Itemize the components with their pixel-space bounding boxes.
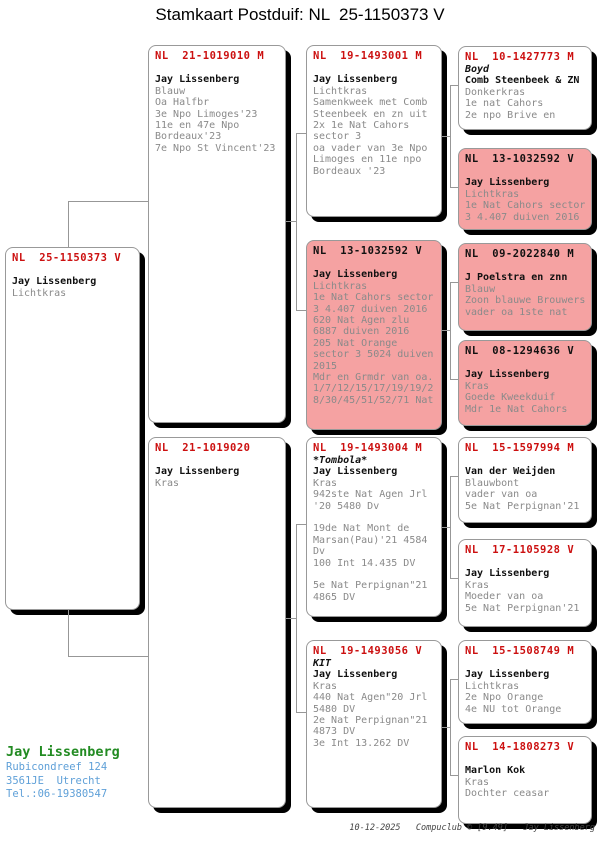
pedigree-line: 2015 bbox=[313, 360, 338, 372]
pedigree-line: Samenkweek met Comb bbox=[313, 97, 428, 109]
pedigree-line: 620 Nat Agen zlu bbox=[313, 315, 410, 327]
box-body bbox=[155, 63, 283, 154]
connector-line bbox=[68, 656, 148, 657]
pedigree-line: oa vader van 3e Npo bbox=[313, 142, 428, 154]
footer-credits: 10-12-2025 Compuclub © [9.49] Jay Lissenberg bbox=[349, 823, 595, 833]
pedigree-line: 4865 DV bbox=[313, 591, 356, 603]
pedigree-line: Kras bbox=[313, 680, 338, 692]
box-body bbox=[465, 557, 589, 614]
pedigree-box-ff bbox=[306, 45, 442, 217]
ring-number: NL 19-1493001 M bbox=[313, 50, 423, 62]
pedigree-line: 440 Nat Agen"20 Jrl bbox=[313, 692, 428, 704]
pedigree-line: Bordeaux'23 bbox=[155, 131, 222, 143]
pedigree-line bbox=[155, 63, 283, 74]
ring-number: NL 13-1032592 V bbox=[313, 245, 423, 257]
pedigree-line: 1e Nat Cahors sector bbox=[313, 292, 434, 304]
pedigree-line: 100 Int 14.435 DV bbox=[313, 557, 416, 569]
pedigree-line bbox=[465, 455, 589, 466]
pedigree-line: Oa Halfbr bbox=[155, 97, 210, 109]
pedigree-line: Blauwbont bbox=[465, 477, 520, 489]
pedigree-line: Steenbeek en zn uit bbox=[313, 108, 428, 120]
connector-line bbox=[450, 679, 458, 680]
pedigree-line: Jay Lissenberg bbox=[465, 369, 550, 381]
box-body bbox=[465, 166, 589, 223]
connector-line bbox=[296, 310, 306, 311]
pedigree-line: Zoon blauwe Brouwers bbox=[465, 295, 586, 307]
pedigree-line: 6887 duiven 2016 bbox=[313, 326, 410, 338]
pedigree-line: 1e nat Cahors bbox=[465, 98, 544, 110]
pedigree-line: 205 Nat Orange bbox=[313, 337, 398, 349]
pedigree-line: 5480 DV bbox=[313, 703, 356, 715]
pedigree-line: vader oa 1ste nat bbox=[465, 306, 568, 318]
pedigree-line: Blauw bbox=[465, 283, 496, 295]
pedigree-line: Donkerkras bbox=[465, 86, 526, 98]
connector-line bbox=[450, 679, 451, 776]
box-body bbox=[12, 265, 137, 299]
pedigree-line: *Tombola* bbox=[313, 455, 368, 466]
pedigree-line bbox=[313, 512, 439, 523]
pedigree-line: KIT bbox=[313, 658, 332, 669]
pedigree-line: Jay Lissenberg bbox=[465, 568, 550, 580]
pedigree-line: Jay Lissenberg bbox=[313, 466, 398, 478]
connector-line bbox=[450, 187, 458, 188]
pedigree-line bbox=[465, 658, 589, 669]
pedigree-line: Lichtkras bbox=[313, 85, 368, 97]
pedigree-line: Jay Lissenberg bbox=[313, 669, 398, 681]
pedigree-line bbox=[465, 166, 589, 177]
pedigree-line: Lichtkras bbox=[465, 188, 520, 200]
pedigree-box-ffm bbox=[458, 148, 592, 230]
pedigree-line bbox=[465, 261, 589, 272]
pedigree-line: Marsan(Pau)'21 4584 bbox=[313, 534, 428, 546]
connector-line bbox=[286, 221, 296, 222]
owner-address-city: 3561JE Utrecht bbox=[6, 774, 101, 787]
pedigree-line: 2e npo Brive en bbox=[465, 109, 556, 121]
connector-line bbox=[450, 476, 451, 579]
pedigree-line bbox=[465, 358, 589, 369]
pedigree-line: Jay Lissenberg bbox=[465, 177, 550, 189]
pedigree-line: Limoges en 11e npo bbox=[313, 154, 422, 166]
ring-number: NL 17-1105928 V bbox=[465, 544, 575, 556]
pedigree-line: 2e Nat Perpignan"21 bbox=[313, 715, 428, 727]
ring-number: NL 15-1597994 M bbox=[465, 442, 575, 454]
pedigree-line: 3 4.407 duiven 2016 bbox=[465, 211, 580, 223]
pedigree-line: Dv bbox=[313, 546, 326, 558]
pedigree-line: 5e Nat Perpignan"21 bbox=[313, 580, 428, 592]
box-body bbox=[465, 358, 589, 415]
connector-line bbox=[442, 527, 450, 528]
box-body bbox=[313, 258, 439, 406]
connector-line bbox=[450, 476, 458, 477]
pedigree-line: 3e Npo Limoges'23 bbox=[155, 108, 258, 120]
pedigree-line: Comb Steenbeek & ZN bbox=[465, 75, 580, 87]
box-body bbox=[313, 455, 439, 603]
pedigree-line: sector 3 bbox=[313, 131, 362, 143]
ring-number: NL 14-1808273 V bbox=[465, 741, 575, 753]
pedigree-box-mff bbox=[458, 437, 592, 523]
pedigree-line: 1/7/12/15/17/19/19/2 bbox=[313, 383, 434, 395]
pedigree-box-fff bbox=[458, 46, 592, 130]
connector-line bbox=[68, 201, 69, 247]
ring-number: NL 09-2022840 M bbox=[465, 248, 575, 260]
pedigree-box-subject bbox=[5, 247, 140, 610]
pedigree-line: Marlon Kok bbox=[465, 765, 526, 777]
pedigree-line: Jay Lissenberg bbox=[155, 466, 240, 478]
connector-line bbox=[68, 610, 69, 656]
pedigree-line bbox=[465, 754, 589, 765]
pedigree-line: Bordeaux '23 bbox=[313, 165, 386, 177]
pedigree-line: 11e en 47e Npo bbox=[155, 120, 240, 132]
pedigree-line bbox=[155, 455, 283, 466]
pedigree-line: Mdr en Grmdr van oa. bbox=[313, 372, 434, 384]
pedigree-line: 3 4.407 duiven 2016 bbox=[313, 303, 428, 315]
pedigree-line: Kras bbox=[465, 579, 490, 591]
pedigree-line bbox=[313, 63, 439, 74]
pedigree-line: 4e NU tot Orange bbox=[465, 703, 562, 715]
pedigree-box-mf bbox=[306, 437, 442, 617]
ring-number: NL 25-1150373 V bbox=[12, 252, 122, 264]
pedigree-line: Lichtkras bbox=[465, 680, 520, 692]
pedigree-box-fmf bbox=[458, 243, 592, 331]
pedigree-line: Jay Lissenberg bbox=[12, 276, 97, 288]
pedigree-box-fmm bbox=[458, 340, 592, 426]
connector-line bbox=[450, 85, 458, 86]
connector-line bbox=[450, 775, 458, 776]
box-body bbox=[313, 63, 439, 177]
pedigree-line: Van der Weijden bbox=[465, 466, 556, 478]
pedigree-line: 3e Int 13.262 DV bbox=[313, 737, 410, 749]
box-body bbox=[465, 64, 589, 121]
connector-line bbox=[286, 618, 296, 619]
ring-number: NL 21-1019020 bbox=[155, 442, 251, 454]
pedigree-line: vader van oa bbox=[465, 489, 538, 501]
pedigree-box-mmf bbox=[458, 640, 592, 724]
pedigree-line: '20 5480 Dv bbox=[313, 500, 380, 512]
connector-line bbox=[450, 282, 458, 283]
connector-line bbox=[450, 578, 458, 579]
pedigree-line: Moeder van oa bbox=[465, 591, 544, 603]
pedigree-line: Jay Lissenberg bbox=[155, 74, 240, 86]
pedigree-line: sector 3 5024 duiven bbox=[313, 349, 434, 361]
box-body bbox=[465, 754, 589, 800]
connector-line bbox=[296, 133, 297, 311]
box-body bbox=[465, 261, 589, 318]
pedigree-line: Jay Lissenberg bbox=[313, 269, 398, 281]
pedigree-box-father bbox=[148, 45, 286, 423]
pedigree-line: 5e Nat Perpignan'21 bbox=[465, 500, 580, 512]
pedigree-line: Lichtkras bbox=[12, 287, 67, 299]
pedigree-line: Mdr 1e Nat Cahors bbox=[465, 403, 568, 415]
ring-number: NL 19-1493004 M bbox=[313, 442, 423, 454]
pedigree-line: Jay Lissenberg bbox=[465, 669, 550, 681]
connector-line bbox=[296, 524, 297, 713]
pedigree-line: Kras bbox=[313, 477, 338, 489]
pedigree-line: 7e Npo St Vincent'23 bbox=[155, 142, 276, 154]
pedigree-line: J Poelstra en znn bbox=[465, 272, 568, 284]
pedigree-line: Blauw bbox=[155, 85, 186, 97]
ring-number: NL 21-1019010 M bbox=[155, 50, 265, 62]
pedigree-box-fm bbox=[306, 240, 442, 430]
pedigree-line: 1e Nat Cahors sector bbox=[465, 200, 586, 212]
pedigree-line: 2e Npo Orange bbox=[465, 692, 544, 704]
owner-block bbox=[6, 744, 120, 802]
connector-line bbox=[296, 712, 306, 713]
page-title: Stamkaart Postduif: NL 25-1150373 V bbox=[155, 5, 445, 24]
pedigree-line bbox=[313, 569, 439, 580]
ring-number: NL 13-1032592 V bbox=[465, 153, 575, 165]
pedigree-line: 4873 DV bbox=[313, 726, 356, 738]
ring-number: NL 19-1493056 V bbox=[313, 645, 423, 657]
pedigree-line: Lichtkras bbox=[313, 280, 368, 292]
pedigree-box-mmm bbox=[458, 736, 592, 824]
box-body bbox=[465, 658, 589, 715]
connector-line bbox=[450, 379, 458, 380]
pedigree-line bbox=[465, 557, 589, 568]
pedigree-line: 942ste Nat Agen Jrl bbox=[313, 489, 428, 501]
pedigree-line bbox=[313, 258, 439, 269]
pedigree-box-mother bbox=[148, 437, 286, 808]
pedigree-box-mfm bbox=[458, 539, 592, 627]
connector-line bbox=[296, 524, 306, 525]
pedigree-box-mm bbox=[306, 640, 442, 808]
owner-name: Jay Lissenberg bbox=[6, 744, 120, 760]
box-body bbox=[465, 455, 589, 512]
pedigree-line: Dochter ceasar bbox=[465, 788, 550, 800]
box-body bbox=[155, 455, 283, 489]
pedigree-line: 2x 1e Nat Cahors bbox=[313, 120, 410, 132]
pedigree-line: 19de Nat Mont de bbox=[313, 523, 410, 535]
ring-number: NL 10-1427773 M bbox=[465, 51, 575, 63]
ring-number: NL 08-1294636 V bbox=[465, 345, 575, 357]
pedigree-line: Kras bbox=[465, 380, 490, 392]
pedigree-line: Boyd bbox=[465, 64, 490, 75]
connector-line bbox=[296, 133, 306, 134]
connector-line bbox=[442, 330, 450, 331]
box-body bbox=[313, 658, 439, 749]
pedigree-line bbox=[12, 265, 137, 276]
ring-number: NL 15-1508749 M bbox=[465, 645, 575, 657]
pedigree-line: 8/30/45/51/52/71 Nat bbox=[313, 394, 434, 406]
pedigree-line: Kras bbox=[465, 776, 490, 788]
connector-line bbox=[450, 282, 451, 380]
owner-address-street: Rubicondreef 124 bbox=[6, 761, 108, 773]
owner-phone: Tel.:06-19380547 bbox=[6, 788, 108, 800]
pedigree-line: 5e Nat Perpignan'21 bbox=[465, 602, 580, 614]
pedigree-line: Kras bbox=[155, 477, 180, 489]
connector-line bbox=[450, 85, 451, 188]
pedigree-line: Jay Lissenberg bbox=[313, 74, 398, 86]
pedigree-line: Goede Kweekduif bbox=[465, 392, 556, 404]
connector-line bbox=[442, 727, 450, 728]
connector-line bbox=[68, 201, 148, 202]
connector-line bbox=[442, 136, 450, 137]
